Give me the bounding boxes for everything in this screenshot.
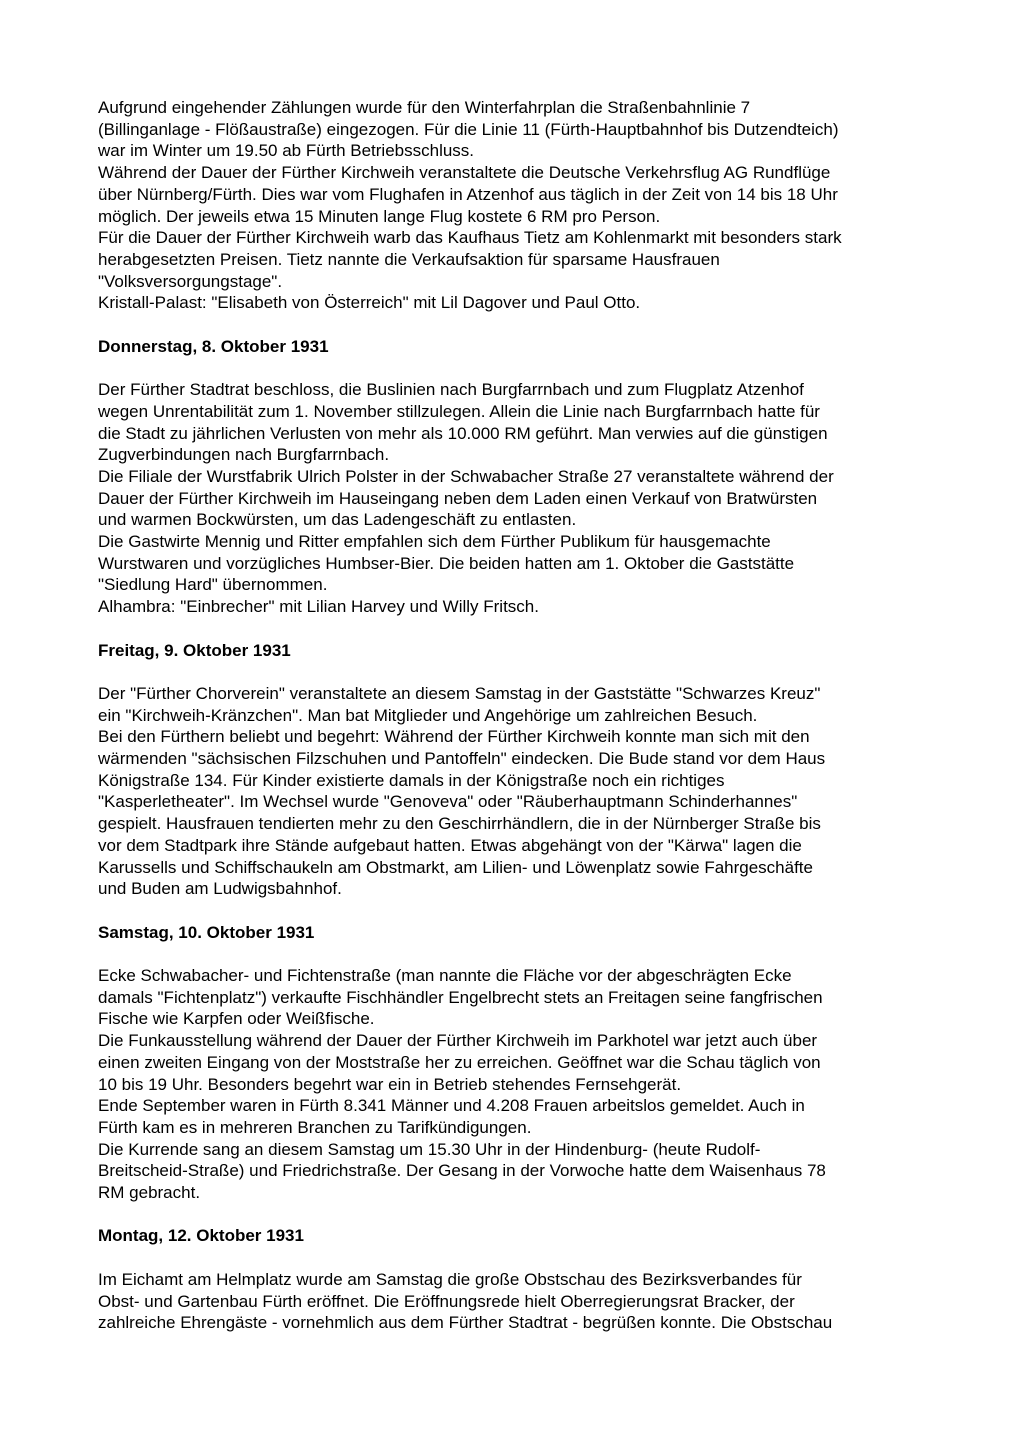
text-line: Während der Dauer der Fürther Kirchweih veranstaltete die Deutsche Verkehrsflug AG Rundflüge <box>98 163 831 183</box>
text-line: Königstraße 134. Für Kinder existierte damals in der Königstraße noch ein richtiges <box>98 770 725 790</box>
text-line: war im Winter um 19.50 ab Fürth Betriebsschluss. <box>98 141 475 161</box>
text-line: Wurstwaren und vorzügliches Humbser-Bier. Die beiden hatten am 1. Oktober die Gaststätte <box>98 553 795 573</box>
text-line: Für die Dauer der Fürther Kirchweih warb das Kaufhaus Tietz am Kohlenmarkt mit besonders stark <box>98 228 842 248</box>
text-line: Alhambra: "Einbrecher" mit Lilian Harvey und Willy Fritsch. <box>98 597 539 617</box>
text-line: damals "Fichtenplatz") verkaufte Fischhändler Engelbrecht stets an Freitagen seine fangfrischen <box>98 987 823 1007</box>
paragraph <box>98 97 936 314</box>
text-line: Die Funkausstellung während der Dauer der Fürther Kirchweih im Parkhotel war jetzt auch über <box>98 1031 818 1051</box>
text-line: "Kasperletheater". Im Wechsel wurde "Genoveva" oder "Räuberhauptmann Schinderhannes" <box>98 792 798 812</box>
text-line: wärmenden "sächsischen Filzschuhen und Pantoffeln" eindecken. Die Bude stand vor dem Haus <box>98 749 826 769</box>
text-line: und warmen Bockwürsten, um das Ladengeschäft zu entlasten. <box>98 510 577 530</box>
section-heading: Montag, 12. Oktober 1931 <box>98 1226 304 1246</box>
text-line: Breitscheid-Straße) und Friedrichstraße. Der Gesang in der Vorwoche hatte dem Waisenhaus 78 <box>98 1161 826 1181</box>
text-line: Fürth kam es in mehreren Branchen zu Tarifkündigungen. <box>98 1117 532 1137</box>
text-line: "Volksversorgungstage". <box>98 271 283 291</box>
text-line: (Billinganlage - Flößaustraße) eingezogen. Für die Linie 11 (Fürth-Hauptbahnhof bis Dutzendteich) <box>98 119 839 139</box>
text-line: Obst- und Gartenbau Fürth eröffnet. Die Eröffnungsrede hielt Oberregierungsrat Bracker, der <box>98 1291 795 1311</box>
text-line: Ecke Schwabacher- und Fichtenstraße (man nannte die Fläche vor der abgeschrägten Ecke <box>98 966 792 986</box>
text-line: 10 bis 19 Uhr. Besonders begehrt war ein in Betrieb stehendes Fernsehgerät. <box>98 1074 682 1094</box>
text-line: herabgesetzten Preisen. Tietz nannte die Verkaufsaktion für sparsame Hausfrauen <box>98 249 720 269</box>
text-line: Bei den Fürthern beliebt und begehrt: Während der Fürther Kirchweih konnte man sich mit den <box>98 727 810 747</box>
section-heading: Samstag, 10. Oktober 1931 <box>98 922 315 942</box>
text-line: Die Kurrende sang an diesem Samstag um 15.30 Uhr in der Hindenburg- (heute Rudolf- <box>98 1139 761 1159</box>
paragraph <box>98 379 936 618</box>
document-body <box>98 97 936 1334</box>
text-line: Der Fürther Stadtrat beschloss, die Buslinien nach Burgfarrnbach und zum Flugplatz Atzenhof <box>98 380 804 400</box>
section-heading: Donnerstag, 8. Oktober 1931 <box>98 336 329 356</box>
text-line: Im Eichamt am Helmplatz wurde am Samstag die große Obstschau des Bezirksverbandes für <box>98 1269 802 1289</box>
text-line: Der "Fürther Chorverein" veranstaltete an diesem Samstag in der Gaststätte "Schwarzes Kreuz" <box>98 683 821 703</box>
text-line: Kristall-Palast: "Elisabeth von Österreich" mit Lil Dagover und Paul Otto. <box>98 293 641 313</box>
text-line: gespielt. Hausfrauen tendierten mehr zu den Geschirrhändlern, die in der Nürnberger Straße bis <box>98 814 821 834</box>
text-line: Dauer der Fürther Kirchweih im Hauseingang neben dem Laden einen Verkauf von Bratwürsten <box>98 488 818 508</box>
text-line: vor dem Stadtpark ihre Stände aufgebaut hatten. Etwas abgehängt von der "Kärwa" lagen die <box>98 835 802 855</box>
text-line: einen zweiten Eingang von der Moststraße her zu erreichen. Geöffnet war die Schau täglich von <box>98 1052 821 1072</box>
text-line: die Stadt zu jährlichen Verlusten von mehr als 10.000 RM geführt. Man verwies auf die günstigen <box>98 423 828 443</box>
text-line: RM gebracht. <box>98 1183 201 1203</box>
text-line: möglich. Der jeweils etwa 15 Minuten lange Flug kostete 6 RM pro Person. <box>98 206 661 226</box>
text-line: Fische wie Karpfen oder Weißfische. <box>98 1009 375 1029</box>
text-line: Die Gastwirte Mennig und Ritter empfahlen sich dem Fürther Publikum für hausgemachte <box>98 532 771 552</box>
paragraph <box>98 683 936 900</box>
text-line: Aufgrund eingehender Zählungen wurde für den Winterfahrplan die Straßenbahnlinie 7 <box>98 98 751 117</box>
paragraph <box>98 965 936 1204</box>
text-line: Karussells und Schiffschaukeln am Obstmarkt, am Lilien- und Löwenplatz sowie Fahrgeschäfte <box>98 857 813 877</box>
text-line: über Nürnberg/Fürth. Dies war vom Flughafen in Atzenhof aus täglich in der Zeit von 14 bis 18 Uhr <box>98 184 838 204</box>
text-line: Zugverbindungen nach Burgfarrnbach. <box>98 445 390 465</box>
text-line: Die Filiale der Wurstfabrik Ulrich Polster in der Schwabacher Straße 27 veranstaltete während der <box>98 466 834 486</box>
text-line: Ende September waren in Fürth 8.341 Männer und 4.208 Frauen arbeitslos gemeldet. Auch in <box>98 1096 805 1116</box>
section-heading: Freitag, 9. Oktober 1931 <box>98 640 291 660</box>
text-line: zahlreiche Ehrengäste - vornehmlich aus dem Fürther Stadtrat - begrüßen konnte. Die Obstschau <box>98 1313 833 1333</box>
text-line: und Buden am Ludwigsbahnhof. <box>98 879 342 899</box>
text-line: ein "Kirchweih-Kränzchen". Man bat Mitglieder und Angehörige um zahlreichen Besuch. <box>98 705 758 725</box>
text-line: wegen Unrentabilität zum 1. November stillzulegen. Allein die Linie nach Burgfarrnbach hatte für <box>98 401 820 421</box>
text-line: "Siedlung Hard" übernommen. <box>98 575 328 595</box>
paragraph <box>98 1269 936 1334</box>
